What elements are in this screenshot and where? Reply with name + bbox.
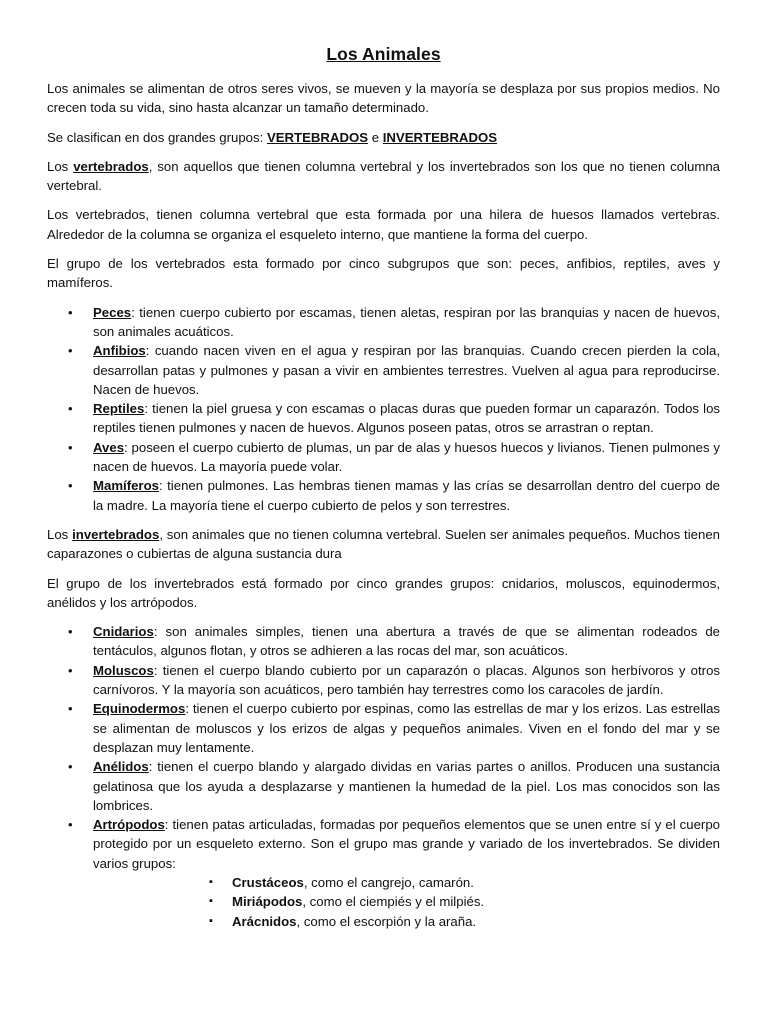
classification-connector: e — [368, 129, 383, 145]
bullet-icon: • — [68, 401, 73, 417]
invertebrados-definition — [47, 525, 720, 564]
list-item-term: Peces — [93, 304, 132, 320]
list-item — [47, 303, 720, 342]
invertebrados-term: invertebrados — [72, 526, 160, 542]
list-item-term: Cnidarios — [93, 624, 154, 640]
list-item-text: : tienen el cuerpo blando y alargado dividas en varias partes o anillos. Producen una sustancia gelatinosa que los ayuda a desplazarse y mantienen la humedad de la piel. Los mas conocidos son las lombrices. — [93, 759, 720, 813]
vertebrados-def-rest: , son aquellos que tienen columna vertebral y los invertebrados son los que no tienen columna vertebral. — [47, 158, 720, 194]
sublist-item-text: , como el ciempiés y el milpiés. — [302, 894, 485, 910]
invertebrados-def-rest: , son animales que no tienen columna vertebral. Suelen ser animales pequeños. Muchos tienen caparazones o cubiertas de alguna sustancia dura — [47, 526, 720, 562]
list-item-term: Moluscos — [93, 662, 154, 678]
sublist-item — [93, 873, 720, 892]
list-item — [47, 622, 720, 661]
list-item-text: : tienen el cuerpo cubierto por espinas, como las estrellas de mar y los erizos. Las estrellas se alimentan de moluscos y los erizos de algas y pequeños animales. Viven en el fondo del mar y se desplazan muy lentamente. — [93, 701, 720, 755]
vertebrados-groups-intro: El grupo de los vertebrados esta formado por cinco subgrupos que son: peces, anfibios, reptiles, aves y mamíferos. — [47, 256, 720, 291]
bullet-icon: • — [68, 439, 73, 455]
sublist-item-term: Arácnidos — [232, 913, 297, 929]
list-item-term: Mamíferos — [93, 478, 159, 494]
square-bullet-icon: ▪ — [209, 914, 213, 927]
list-item-term: Reptiles — [93, 401, 145, 417]
invertebrates-list — [47, 622, 720, 931]
bullet-icon: • — [68, 343, 73, 359]
bullet-icon: • — [68, 624, 73, 640]
list-item-text: : tienen cuerpo cubierto por escamas, tienen aletas, respiran por las branquias y nacen de huevos, son animales acuáticos. — [93, 304, 720, 339]
vertebrados-heading: VERTEBRADOS — [266, 129, 369, 145]
arthropods-sublist — [93, 873, 720, 931]
bullet-icon: • — [68, 701, 73, 717]
sublist-item-text: , como el escorpión y la araña. — [296, 913, 477, 929]
list-item — [47, 661, 720, 700]
page-title: Los Animales — [326, 44, 441, 64]
list-item-term: Anfibios — [93, 343, 146, 359]
invertebrados-def-prefix: Los — [47, 526, 73, 542]
vertebrados-def-prefix: Los — [47, 158, 74, 174]
sublist-item-term: Miriápodos — [232, 894, 303, 910]
intro-paragraph: Los animales se alimentan de otros seres vivos, se mueven y la mayoría se desplaza por sus propios medios. No crecen toda su vida, sino hasta alcanzar un tamaño determinado. — [47, 81, 720, 116]
list-item — [47, 341, 720, 399]
bullet-icon: • — [68, 478, 73, 494]
list-item-term: Anélidos — [93, 759, 149, 775]
sublist-item-text: , como el cangrejo, camarón. — [303, 874, 474, 890]
list-item-text: : tienen pulmones. Las hembras tienen mamas y las crías se desarrollan dentro del cuerpo de la madre. La mayoría tiene el cuerpo cubierto de pelos y son terrestres. — [93, 478, 720, 513]
invertebrados-groups-intro: El grupo de los invertebrados está formado por cinco grandes grupos: cnidarios, moluscos, equinodermos, anélidos y los artrópodos. — [47, 575, 720, 610]
list-item — [47, 476, 720, 515]
bullet-icon: • — [68, 759, 73, 775]
vertebrados-definition — [47, 157, 720, 196]
vertebrados-description: Los vertebrados, tienen columna vertebral que esta formada por una hilera de huesos llamados vertebras. Alrededor de la columna se organiza el esqueleto interno, que mantiene la forma del cuerpo. — [47, 207, 720, 242]
list-item-text: : tienen la piel gruesa y con escamas o placas duras que pueden formar un caparazón. Todos los reptiles tienen pulmones y nacen de huevos. Algunos poseen patas, otros se arrastran o reptan. — [93, 401, 720, 436]
list-item-text: : cuando nacen viven en el agua y respiran por las branquias. Cuando crecen pierden la cola, desarrollan patas y pulmones y pasan a vivir en ambientes terrestres. Vuelven al agua para reproducirse. Nacen de huevos. — [93, 343, 720, 397]
list-item-text: : tienen patas articuladas, formadas por pequeños elementos que se unen entre sí y el cuerpo protegido por un esqueleto externo. Son el grupo mas grande y variado de los invertebrados. Se dividen varios grupos: — [93, 817, 720, 871]
list-item-text: : son animales simples, tienen una abertura a través de que se alimentan rodeados de tentáculos, algunos flotan, y otros se adhieren a las rocas del mar, son acuáticos. — [93, 624, 720, 659]
bullet-icon: • — [68, 304, 73, 320]
list-item-term: Artrópodos — [93, 817, 165, 833]
list-item-text: : poseen el cuerpo cubierto de plumas, un par de alas y huesos huecos y livianos. Tienen pulmones y nacen de huevos. La mayoría puede volar. — [93, 439, 720, 475]
list-item — [47, 399, 720, 438]
list-item-text: : tienen el cuerpo blando cubierto por un caparazón o placas. Algunos son herbívoros y otros carnívoros. Y la mayoría son acuáticos, pero también hay terrestres como los caracoles de jardín. — [93, 662, 720, 698]
list-item — [47, 757, 720, 815]
list-item — [47, 815, 720, 931]
list-item-term: Equinodermos — [93, 701, 186, 717]
classification-paragraph — [47, 128, 720, 147]
vertebrates-list — [47, 303, 720, 515]
bullet-icon: • — [68, 817, 73, 833]
list-item-term: Aves — [93, 439, 125, 455]
vertebrados-term: vertebrados — [73, 158, 149, 174]
bullet-icon: • — [68, 662, 73, 678]
square-bullet-icon: ▪ — [209, 895, 213, 908]
invertebrados-heading: INVERTEBRADOS — [382, 129, 498, 145]
sublist-item — [93, 912, 720, 931]
square-bullet-icon: ▪ — [209, 875, 213, 888]
classification-prefix: Se clasifican en dos grandes grupos: — [47, 129, 267, 145]
sublist-item-term: Crustáceos — [232, 874, 304, 890]
list-item — [47, 699, 720, 757]
sublist-item — [93, 892, 720, 911]
list-item — [47, 438, 720, 477]
